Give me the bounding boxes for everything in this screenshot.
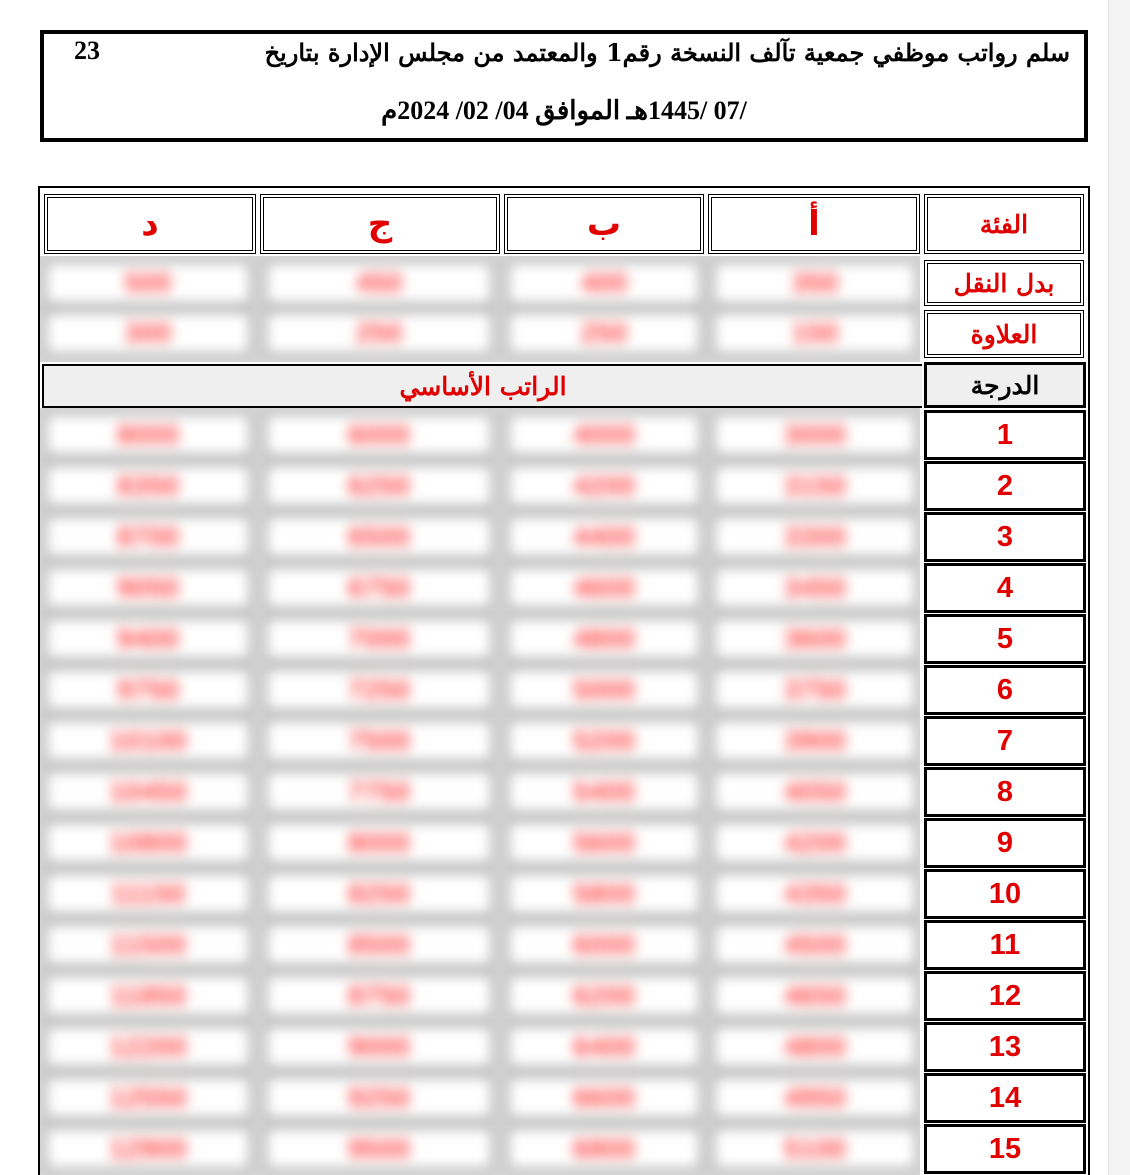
category-letter: أ [808,204,820,244]
salary-value: 6200 [506,973,702,1018]
salary-value: 5600 [506,820,702,865]
grade-cell [924,716,1086,766]
grade-cell [924,614,1086,664]
category-header-b [504,194,704,254]
salary-value: 6600 [506,1075,702,1120]
title-line-2: /07 /1445هـ الموافق 04/ 02/ 2024م [381,96,747,125]
grade-cell [924,1073,1086,1123]
salary-value: 8250 [264,871,494,916]
salary-value: 11150 [44,871,252,916]
grade-cell [924,767,1086,817]
salary-value: 5000 [506,667,702,712]
salary-value: 8500 [264,922,494,967]
allowance-values-blurred [40,256,920,362]
salary-value: 8350 [44,463,252,508]
salary-value: 11850 [44,973,252,1018]
category-letter: د [141,204,159,244]
grade-number: 11 [989,928,1021,961]
salary-value: 7250 [264,667,494,712]
grade-number: 7 [996,724,1014,757]
salary-value: 6800 [506,1126,702,1171]
allowance-value: 250 [264,310,494,356]
salary-value: 9250 [264,1075,494,1120]
salary-value: 4650 [712,973,918,1018]
grade-number: 4 [996,571,1014,604]
salary-value: 7000 [264,616,494,661]
grade-cell [924,512,1086,562]
row-label-text: العلاوة [970,319,1038,349]
grade-cell [924,818,1086,868]
allowance-value: 300 [44,310,252,356]
grade-number: 3 [996,520,1014,553]
salary-value: 11500 [44,922,252,967]
category-header-d [44,194,256,254]
grade-cell [924,920,1086,970]
scrollbar[interactable] [1108,0,1130,1175]
grade-number: 13 [988,1030,1022,1063]
document-title-box [40,30,1088,142]
grade-number: 14 [988,1081,1022,1114]
grade-number: 1 [996,418,1014,451]
salary-value: 5100 [712,1126,918,1171]
grade-cell [924,665,1086,715]
salary-value: 12200 [44,1024,252,1069]
salary-value: 3900 [712,718,918,763]
grade-cell [924,869,1086,919]
salary-value: 4200 [506,463,702,508]
increment-label [924,310,1084,358]
salary-value: 3150 [712,463,918,508]
salary-value: 8700 [44,514,252,559]
salary-value: 3300 [712,514,918,559]
grade-number: 2 [996,469,1014,502]
category-header-label [924,194,1084,254]
grade-number: 8 [996,775,1014,808]
salary-value: 4500 [712,922,918,967]
salary-value: 4600 [506,565,702,610]
salary-value: 6500 [264,514,494,559]
basic-salary-label: الراتب الأساسي [399,371,567,401]
allowance-value: 150 [712,310,918,356]
salary-value: 4800 [712,1024,918,1069]
grade-column-header [924,362,1086,408]
grade-cell [924,461,1086,511]
allowance-value: 500 [44,260,252,306]
salary-value: 4200 [712,820,918,865]
salary-value: 9500 [264,1126,494,1171]
salary-value: 9400 [44,616,252,661]
grade-number: 10 [988,877,1022,910]
salary-value: 5800 [506,871,702,916]
salary-value: 3600 [712,616,918,661]
grade-number: 15 [988,1132,1022,1165]
grade-number: 12 [988,979,1022,1012]
salary-values-blurred [40,408,920,1175]
grade-label-text: الدرجة [970,370,1040,400]
allowance-value: 250 [506,310,702,356]
grade-number: 5 [996,622,1014,655]
salary-value: 5200 [506,718,702,763]
salary-value: 10800 [44,820,252,865]
salary-value: 3450 [712,565,918,610]
allowance-value: 450 [264,260,494,306]
salary-value: 6000 [506,922,702,967]
salary-value: 9050 [44,565,252,610]
salary-value: 7500 [264,718,494,763]
grade-number: 9 [996,826,1014,859]
salary-value: 4800 [506,616,702,661]
grade-cell [924,1022,1086,1072]
salary-value: 8000 [44,412,252,457]
salary-value: 6750 [264,565,494,610]
salary-value: 7750 [264,769,494,814]
title-line-1-number: 23 [74,36,100,65]
salary-value: 4350 [712,871,918,916]
salary-value: 10450 [44,769,252,814]
salary-value: 3750 [712,667,918,712]
salary-value: 10100 [44,718,252,763]
transport-allowance-label [924,260,1084,306]
allowance-value: 400 [506,260,702,306]
salary-value: 4000 [506,412,702,457]
salary-value: 8750 [264,973,494,1018]
salary-value: 4050 [712,769,918,814]
salary-value: 12550 [44,1075,252,1120]
category-header-a [708,194,920,254]
grade-number: 6 [996,673,1014,706]
grade-cell [924,410,1086,460]
title-line-1: سلم رواتب موظفي جمعية تآلف النسخة رقم1 والمعتمد من مجلس الإدارة بتاريخ [264,38,1070,67]
basic-salary-header [42,364,922,408]
row-label-text: بدل النقل [953,268,1055,298]
salary-value: 4950 [712,1075,918,1120]
salary-value: 6250 [264,463,494,508]
salary-value: 9000 [264,1024,494,1069]
category-header-c [260,194,500,254]
category-letter: ب [586,204,622,244]
salary-value: 4400 [506,514,702,559]
grade-cell [924,1124,1086,1174]
category-letter: ج [367,204,393,244]
salary-value: 3000 [712,412,918,457]
salary-value: 9750 [44,667,252,712]
allowance-value: 350 [712,260,918,306]
grade-cell [924,563,1086,613]
grade-cell [924,971,1086,1021]
salary-value: 5400 [506,769,702,814]
salary-value: 6000 [264,412,494,457]
salary-value: 8000 [264,820,494,865]
salary-value: 12900 [44,1126,252,1171]
category-label-text: الفئة [979,209,1029,239]
salary-value: 6400 [506,1024,702,1069]
